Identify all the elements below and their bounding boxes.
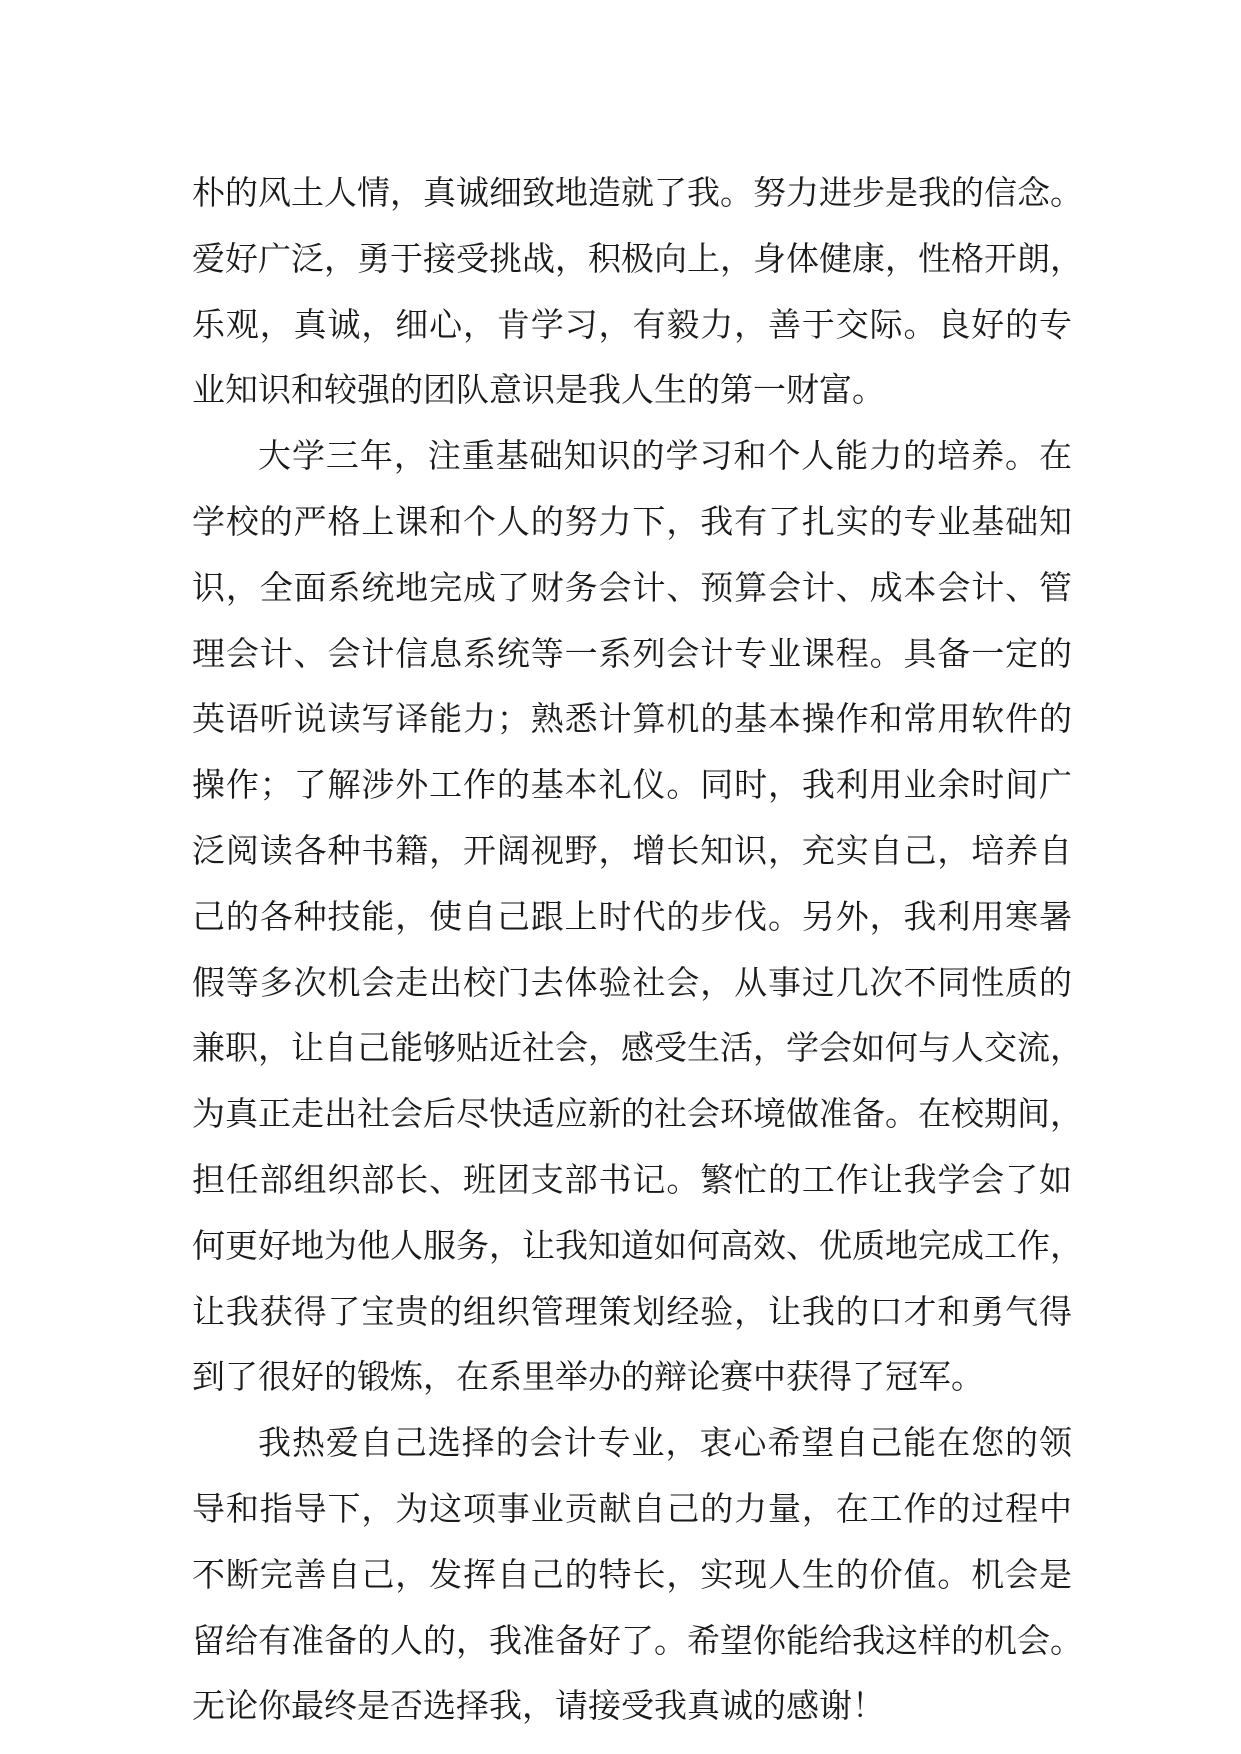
text-line: 己的各种技能，使自己跟上时代的步伐。另外，我利用寒暑 bbox=[192, 896, 1072, 936]
text-line: 理会计、会计信息系统等一系列会计专业课程。具备一定的 bbox=[192, 633, 1072, 673]
text-line: 假等多次机会走出校门去体验社会，从事过几次不同性质的 bbox=[192, 962, 1072, 1002]
text-line: 留给有准备的人的，我准备好了。希望你能给我这样的机会。 bbox=[192, 1620, 1083, 1660]
paragraph-3 bbox=[192, 1410, 1083, 1739]
text-line: 业知识和较强的团队意识是我人生的第一财富。 bbox=[192, 370, 885, 410]
paragraph-1 bbox=[192, 160, 1083, 423]
text-line: 我热爱自己选择的会计专业，衷心希望自己能在您的领 bbox=[258, 1423, 1072, 1463]
paragraph-2 bbox=[192, 423, 1083, 1410]
text-line: 朴的风土人情，真诚细致地造就了我。努力进步是我的信念。 bbox=[192, 173, 1083, 212]
text-line: 英语听说读写译能力；熟悉计算机的基本操作和常用软件的 bbox=[192, 699, 1072, 739]
text-line: 为真正走出社会后尽快适应新的社会环境做准备。在校期间， bbox=[192, 1094, 1083, 1134]
text-line: 导和指导下，为这项事业贡献自己的力量，在工作的过程中 bbox=[192, 1488, 1072, 1528]
text-line: 操作；了解涉外工作的基本礼仪。同时，我利用业余时间广 bbox=[192, 765, 1072, 805]
text-line: 泛阅读各种书籍，开阔视野，增长知识，充实自己，培养自 bbox=[192, 830, 1072, 870]
document-body bbox=[192, 160, 1083, 1739]
text-line: 学校的严格上课和个人的努力下，我有了扎实的专业基础知 bbox=[192, 501, 1072, 541]
text-line: 大学三年，注重基础知识的学习和个人能力的培养。在 bbox=[258, 436, 1072, 476]
text-line: 不断完善自己，发挥自己的特长，实现人生的价值。机会是 bbox=[192, 1554, 1072, 1594]
text-line: 担任部组织部长、班团支部书记。繁忙的工作让我学会了如 bbox=[192, 1159, 1072, 1199]
text-line: 让我获得了宝贵的组织管理策划经验，让我的口才和勇气得 bbox=[192, 1291, 1072, 1331]
text-line: 到了很好的锻炼，在系里举办的辩论赛中获得了冠军。 bbox=[192, 1357, 984, 1397]
text-line: 何更好地为他人服务，让我知道如何高效、优质地完成工作， bbox=[192, 1225, 1083, 1265]
text-line: 识，全面系统地完成了财务会计、预算会计、成本会计、管 bbox=[192, 567, 1072, 607]
text-line: 爱好广泛，勇于接受挑战，积极向上，身体健康，性格开朗， bbox=[192, 238, 1083, 278]
text-line: 无论你最终是否选择我，请接受我真诚的感谢！ bbox=[192, 1686, 885, 1726]
text-line: 兼职，让自己能够贴近社会，感受生活，学会如何与人交流， bbox=[192, 1028, 1083, 1068]
text-line: 乐观，真诚，细心，肯学习，有毅力，善于交际。良好的专 bbox=[192, 304, 1072, 344]
